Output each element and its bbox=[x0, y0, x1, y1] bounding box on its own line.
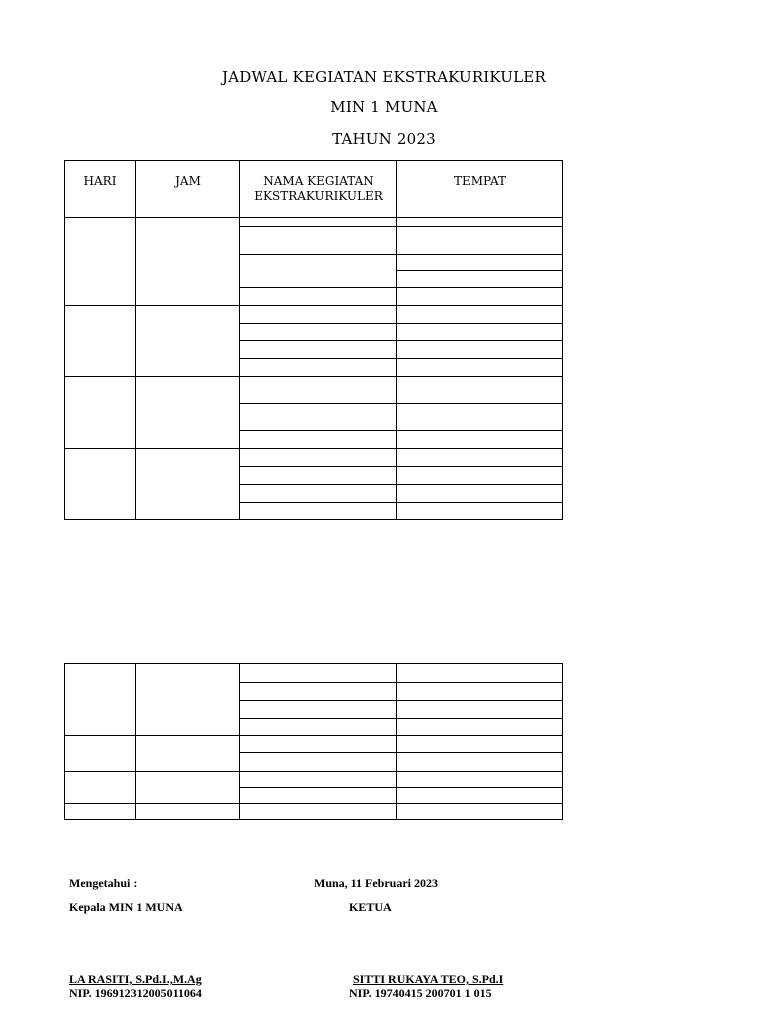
row-divider bbox=[64, 217, 563, 218]
row-divider bbox=[64, 803, 563, 804]
schedule-table-continued bbox=[64, 663, 563, 820]
row-divider bbox=[240, 682, 563, 683]
place-date: Muna, 11 Februari 2023 bbox=[314, 876, 439, 890]
column-header-nama-kegiatan-line2: EKSTRAKURIKULER bbox=[254, 189, 383, 203]
row-divider bbox=[240, 340, 563, 341]
column-header-nama-kegiatan bbox=[240, 174, 397, 204]
column-divider bbox=[135, 160, 136, 520]
column-header-tempat: TEMPAT bbox=[453, 174, 507, 188]
row-divider bbox=[240, 226, 563, 227]
chair-name: SITTI RUKAYA TEO, S.Pd.I bbox=[353, 972, 504, 986]
principal-name: LA RASITI, S.Pd.I.,M.Ag bbox=[69, 972, 202, 986]
row-divider bbox=[64, 771, 563, 772]
row-divider bbox=[240, 787, 563, 788]
row-divider bbox=[240, 254, 563, 255]
chair-role: KETUA bbox=[349, 900, 392, 914]
column-divider bbox=[239, 663, 240, 820]
acknowledge-label: Mengetahui : bbox=[69, 876, 138, 890]
row-divider bbox=[240, 502, 563, 503]
column-header-hari: HARI bbox=[83, 174, 117, 188]
row-divider bbox=[240, 403, 563, 404]
row-divider bbox=[64, 735, 563, 736]
row-divider bbox=[64, 305, 563, 306]
row-divider bbox=[240, 430, 563, 431]
column-divider bbox=[396, 663, 397, 820]
row-divider bbox=[240, 484, 563, 485]
row-divider bbox=[64, 448, 563, 449]
row-divider bbox=[240, 358, 563, 359]
document-title: JADWAL KEGIATAN EKSTRAKURIKULER bbox=[222, 68, 546, 86]
row-divider bbox=[240, 323, 563, 324]
principal-role: Kepala MIN 1 MUNA bbox=[69, 900, 183, 914]
principal-nip: NIP. 196912312005011064 bbox=[69, 986, 202, 1000]
row-divider bbox=[240, 287, 563, 288]
row-divider bbox=[397, 270, 563, 271]
document-year: TAHUN 2023 bbox=[332, 130, 436, 148]
column-divider bbox=[135, 663, 136, 820]
table-border bbox=[64, 663, 563, 820]
row-divider bbox=[64, 376, 563, 377]
row-divider bbox=[240, 700, 563, 701]
row-divider bbox=[240, 466, 563, 467]
column-header-jam: JAM bbox=[175, 174, 201, 188]
chair-nip: NIP. 19740415 200701 1 015 bbox=[349, 986, 492, 1000]
column-header-nama-kegiatan-line1: NAMA KEGIATAN bbox=[263, 174, 374, 188]
row-divider bbox=[240, 752, 563, 753]
row-divider bbox=[240, 718, 563, 719]
schedule-table bbox=[64, 160, 563, 520]
school-name: MIN 1 MUNA bbox=[330, 98, 438, 116]
